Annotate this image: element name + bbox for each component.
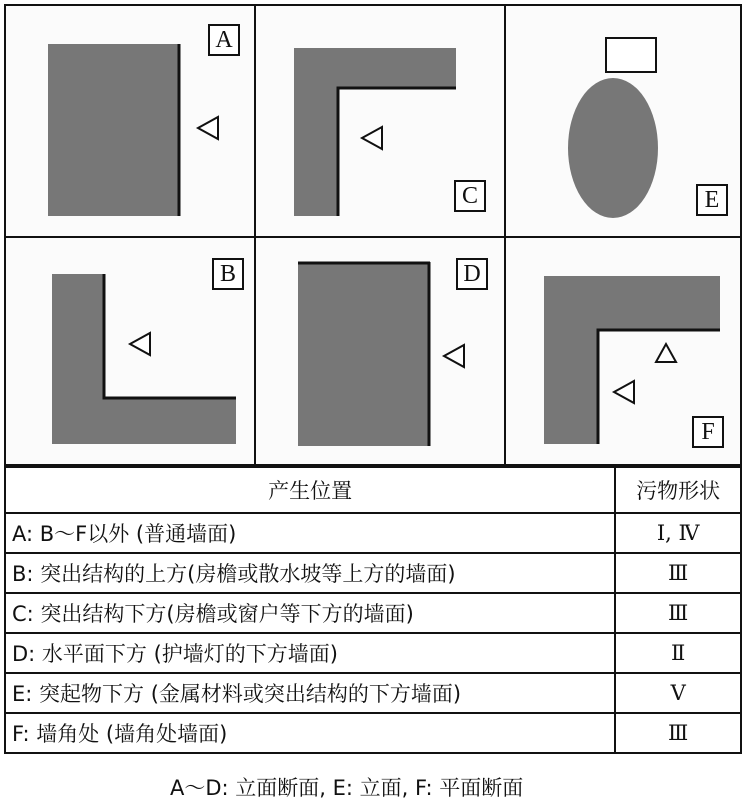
table-row [5, 673, 741, 713]
wall-block [298, 262, 430, 446]
wall-block [48, 44, 180, 216]
panel-label-f: F [692, 416, 724, 448]
row-position: A: B～F以外 (普通墙面) [5, 513, 615, 553]
header-position: 产生位置 [5, 467, 615, 513]
row-position: D: 水平面下方 (护墙灯的下方墙面) [5, 633, 615, 673]
panel-label-a: A [208, 24, 240, 56]
row-position: F: 墙角处 (墙角处墙面) [5, 713, 615, 753]
protrusion-top [606, 38, 656, 72]
panel-label-b: B [212, 258, 244, 290]
panel-e [504, 4, 742, 238]
table-row [5, 633, 741, 673]
header-shape: 污物形状 [615, 467, 741, 513]
flow-arrow [130, 333, 150, 355]
row-shape: Ⅱ [615, 633, 741, 673]
panel-a [4, 4, 256, 238]
protrusion-shape [568, 78, 658, 218]
flow-arrow [444, 345, 464, 367]
panel-d [254, 236, 506, 466]
row-shape: Ⅴ [615, 673, 741, 713]
flow-arrow [362, 127, 382, 149]
row-shape: Ⅲ [615, 553, 741, 593]
wall-edge [104, 274, 236, 398]
row-position: C: 突出结构下方(房檐或窗户等下方的墙面) [5, 593, 615, 633]
diagram-grid [4, 4, 742, 464]
row-shape: Ⅲ [615, 713, 741, 753]
table-row [5, 553, 741, 593]
panel-label-d: D [456, 258, 488, 290]
row-position: E: 突起物下方 (金属材料或突出结构的下方墙面) [5, 673, 615, 713]
flow-arrow-left [614, 381, 634, 403]
flow-arrow [198, 117, 218, 139]
table-row [5, 713, 741, 753]
legend-table [4, 466, 742, 754]
figure-caption: A～D: 立面断面, E: 立面, F: 平面断面 [170, 776, 524, 800]
table-header-row [5, 467, 741, 513]
panel-label-c: C [454, 180, 486, 212]
row-shape: Ⅲ [615, 593, 741, 633]
table-row [5, 593, 741, 633]
row-position: B: 突出结构的上方(房檐或散水坡等上方的墙面) [5, 553, 615, 593]
wall-edge [338, 88, 456, 216]
panel-c [254, 4, 506, 238]
panel-label-e: E [696, 184, 728, 216]
flow-arrow-up [656, 344, 676, 362]
panel-f [504, 236, 742, 466]
row-shape: Ⅰ, Ⅳ [615, 513, 741, 553]
panel-b [4, 236, 256, 466]
wall-block [52, 274, 236, 444]
table-row [5, 513, 741, 553]
